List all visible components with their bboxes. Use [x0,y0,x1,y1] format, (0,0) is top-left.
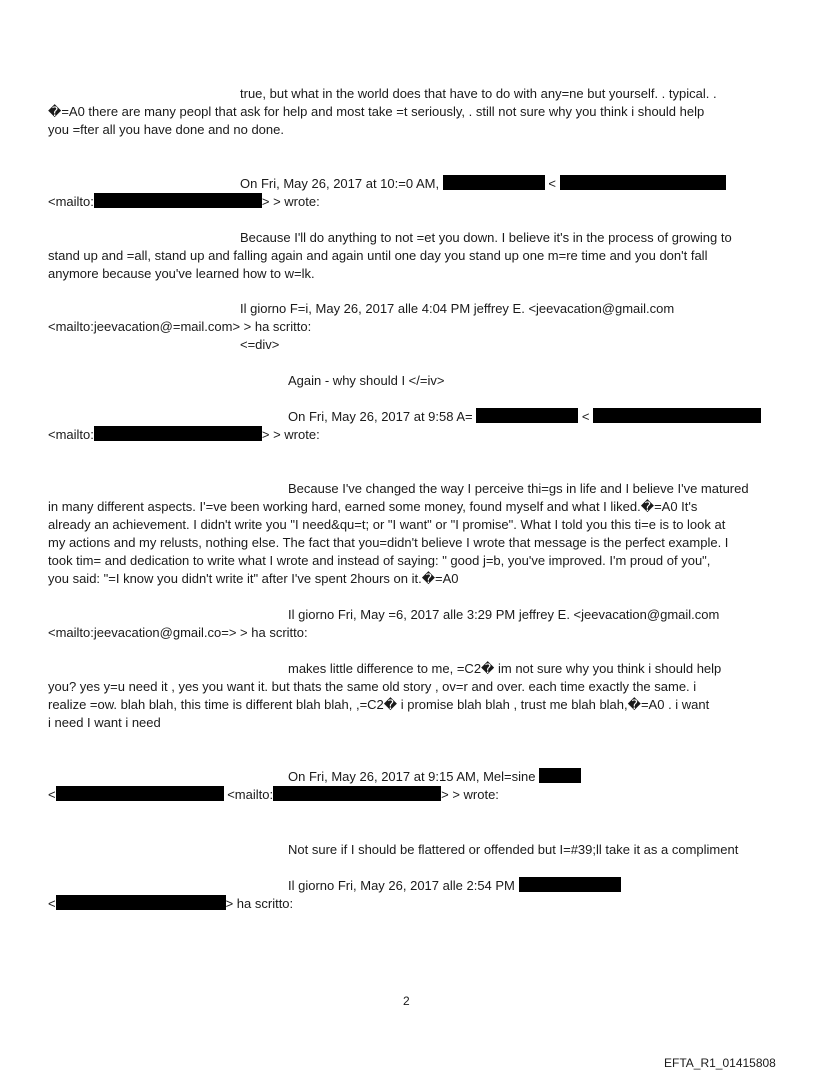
email-header-line: <mailto:jeevacation@gmail.co=> > ha scritto: [48,625,308,640]
header-date: Il giorno Fri, May 26, 2017 alle 2:54 PM [288,878,515,893]
body-line: you said: "=I know you didn't write it" after I've spent 2hours on it.�=A0 [48,571,459,586]
body-line: i need I want i need [48,715,161,730]
header-mailto: <mailto: [48,194,94,209]
email-header-line [288,877,621,895]
email-header-line [240,175,726,193]
body-line: anymore because you've learned how to w=lk. [48,266,315,281]
body-line: my actions and my relusts, nothing else. The fact that you=didn't believe I wrote that message is the perfect example. I [48,535,729,550]
email-header-line [48,193,320,211]
page-number: 2 [403,994,410,1008]
body-line: Because I'll do anything to not =et you down. I believe it's in the process of growing to [240,230,732,245]
body-line: true, but what in the world does that have to do with any=ne but yourself. . typical. . [240,86,717,101]
redaction-block [94,426,262,441]
email-header-line: Il giorno F=i, May 26, 2017 alle 4:04 PM jeffrey E. <jeevacation@gmail.com [240,301,675,316]
email-header-line [48,895,293,913]
body-line: took tim= and dedication to write what I wrote and instead of saying: " good j=b, you've improved. I'm proud of you", [48,553,711,568]
body-line: Because I've changed the way I perceive thi=gs in life and I believe I've matured [288,481,749,496]
header-lt: < [48,787,56,802]
redaction-block [476,408,578,423]
header-lt: < [581,409,590,424]
email-header-line: <mailto:jeevacation@=mail.com> > ha scritto: [48,319,312,334]
body-line: �=A0 there are many peopl that ask for help and most take =t seriously, . still not sure why you think i should help [48,104,705,119]
body-line: already an achievement. I didn't write you "I need&qu=t; or "I want" or "I promise". What I told you this ti=e is to look at [48,517,726,532]
header-mailto: <mailto: [227,787,274,802]
header-wrote: > > wrote: [261,194,320,209]
email-header-line [48,786,499,804]
redaction-block [56,895,226,910]
redaction-block [273,786,441,801]
document-id: EFTA_R1_01415808 [664,1056,776,1070]
header-lt: < [48,896,56,911]
body-line: in many different aspects. I'=ve been working hard, earned some money, found myself and what I liked.�=A0 It's [48,499,698,514]
redaction-block [539,768,581,783]
header-lt: < [548,176,556,191]
body-line: Again - why should I </=iv> [288,373,445,388]
redaction-block [593,408,761,423]
body-line: realize =ow. blah blah, this time is different blah blah, ,=C2� i promise blah blah , trust me blah blah,�=A0 . i want [48,697,710,712]
redaction-block [94,193,262,208]
redaction-block [519,877,621,892]
header-scritto: > ha scritto: [225,896,294,911]
body-line: makes little difference to me, =C2� im not sure why you think i should help [288,661,722,676]
header-date: On Fri, May 26, 2017 at 10:=0 AM, [240,176,440,191]
header-wrote: > > wrote: [261,427,320,442]
email-header-line: Il giorno Fri, May =6, 2017 alle 3:29 PM jeffrey E. <jeevacation@gmail.com [288,607,720,622]
body-line: Not sure if I should be flattered or offended but I=#39;ll take it as a compliment [288,842,739,857]
email-header-line [48,426,320,444]
redaction-block [443,175,545,190]
body-line: stand up and =all, stand up and falling again and again until one day you stand up one m=re time and you don't fall [48,248,708,263]
header-date: On Fri, May 26, 2017 at 9:58 A= [288,409,473,424]
body-line: you =fter all you have done and no done. [48,122,284,137]
email-header-line [288,408,761,426]
header-mailto: <mailto: [48,427,94,442]
body-line: you? yes y=u need it , yes you want it. but thats the same old story , ov=r and over. each time exactly the same. i [48,679,697,694]
redaction-block [56,786,224,801]
email-header-line [288,768,581,786]
email-header-line: <=div> [240,337,280,352]
header-wrote: > > wrote: [441,787,499,802]
header-date: On Fri, May 26, 2017 at 9:15 AM, Mel=sine [288,769,536,784]
redaction-block [560,175,726,190]
